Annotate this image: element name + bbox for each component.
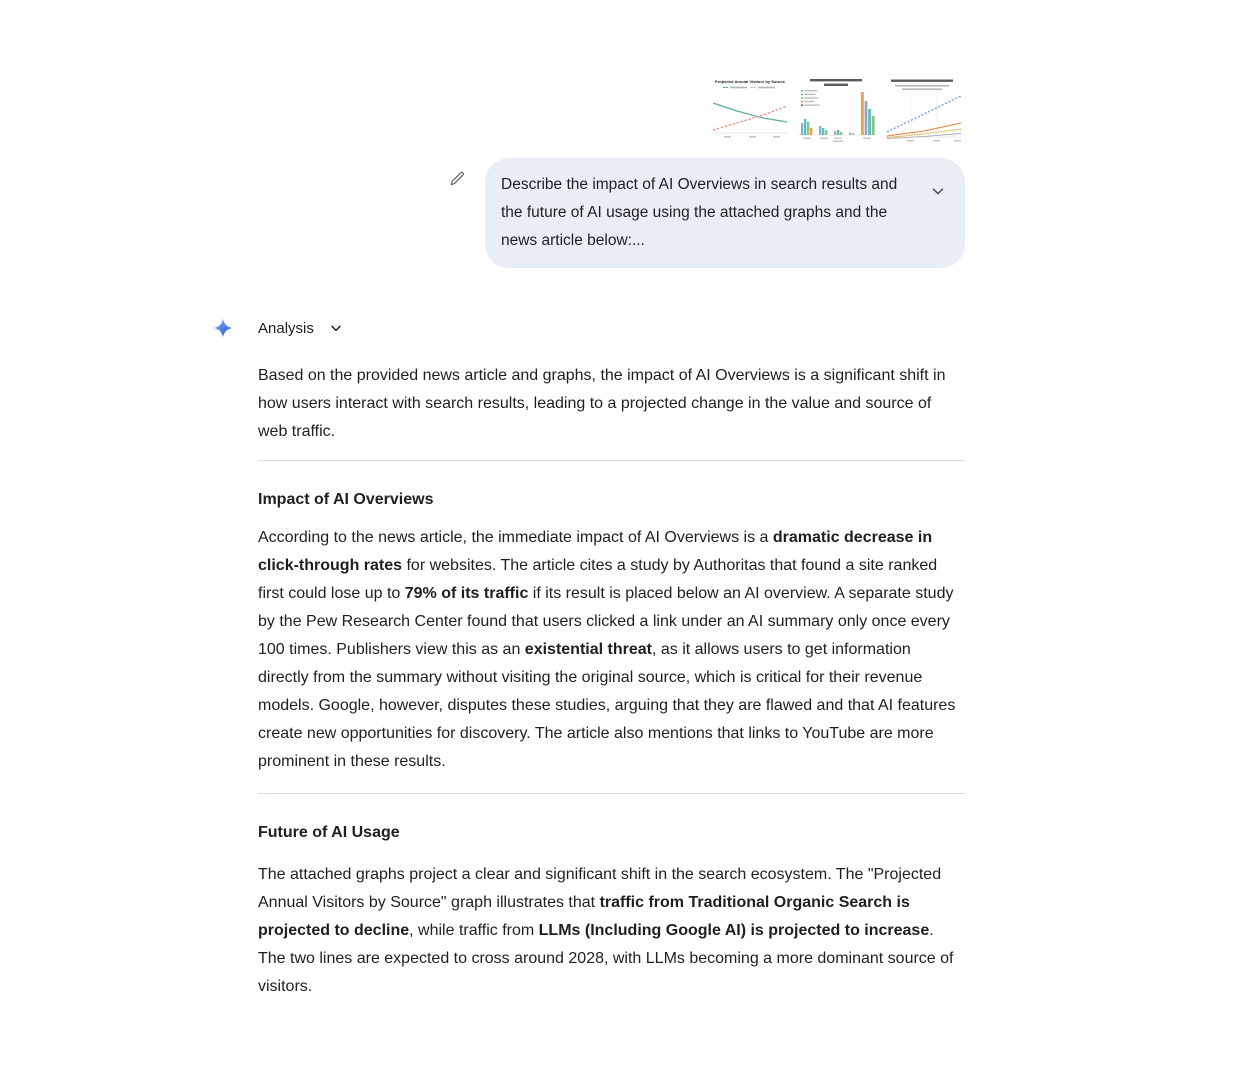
bar-chart-icon (793, 75, 879, 147)
response-intro: Based on the provided news article and graphs, the impact of AI Overviews is a significant shift in how users interact with search results, leading to a projected change in the value and source of web traffic. (258, 367, 946, 440)
bar-group-5 (861, 92, 875, 135)
attachments-row (258, 75, 965, 147)
section-heading-future: Future of AI Usage (258, 824, 400, 841)
bar-group-4 (849, 133, 854, 136)
analysis-label: Analysis (258, 319, 314, 337)
line-chart-icon (707, 75, 793, 147)
chart-thumbnail-llm-vs-organic[interactable] (879, 75, 965, 147)
pencil-icon (448, 170, 466, 188)
user-prompt-row (258, 158, 965, 268)
bar-group-2 (819, 126, 827, 135)
analysis-toggle[interactable] (258, 316, 344, 340)
prompt-text: Describe the impact of AI Overviews in search results and the future of AI usage using the attached graphs and the news article below:... (501, 176, 898, 249)
paragraph-future: The attached graphs project a clear and significant shift in the search ecosystem. The "Projected Annual Visitors by Source" graph illustrates that traffic from Traditional Organic Search is projected to decline, while traffic from LLMs (Including Google AI) is projected to increase. The two lines are expected to cross around 2028, with LLMs becoming a more dominant source of visitors. (258, 866, 954, 995)
chart-thumbnail-grouped-bars[interactable] (793, 75, 879, 147)
section-heading-impact: Impact of AI Overviews (258, 491, 434, 508)
section-divider (258, 460, 965, 461)
conversation-column (258, 75, 965, 1001)
user-prompt-bubble[interactable] (485, 158, 965, 268)
prompt-expand-button[interactable] (929, 182, 947, 200)
line-chart-icon (879, 75, 965, 147)
paragraph-impact: According to the news article, the immediate impact of AI Overviews is a dramatic decrease in click-through rates for websites. The article cites a study by Authoritas that found a site ranked first could lose up to 79% of its traffic if its result is placed below an AI overview. A separate study by the Pew Research Center found that users clicked a link under an AI summary only once every 100 times. Publishers view this as an existential threat, as it allows users to get information directly from the summary without visiting the original source, which is critical for their revenue models. Google, however, disputes these studies, arguing that they are flawed and that AI features create new opportunities for discovery. The article also mentions that links to YouTube are more prominent in these results. (258, 529, 956, 770)
section-divider (258, 793, 965, 794)
chart1-title: Projected Annual Visitors by Source (715, 80, 785, 84)
edit-prompt-button[interactable] (448, 170, 466, 188)
chevron-down-icon[interactable] (328, 320, 344, 336)
bar-group-1 (801, 119, 812, 135)
chart-thumbnail-projected-visitors[interactable] (707, 75, 793, 147)
chevron-down-icon (929, 182, 947, 200)
gemini-sparkle-icon (213, 318, 233, 338)
bar-group-3 (834, 130, 842, 135)
model-response (258, 362, 965, 1001)
